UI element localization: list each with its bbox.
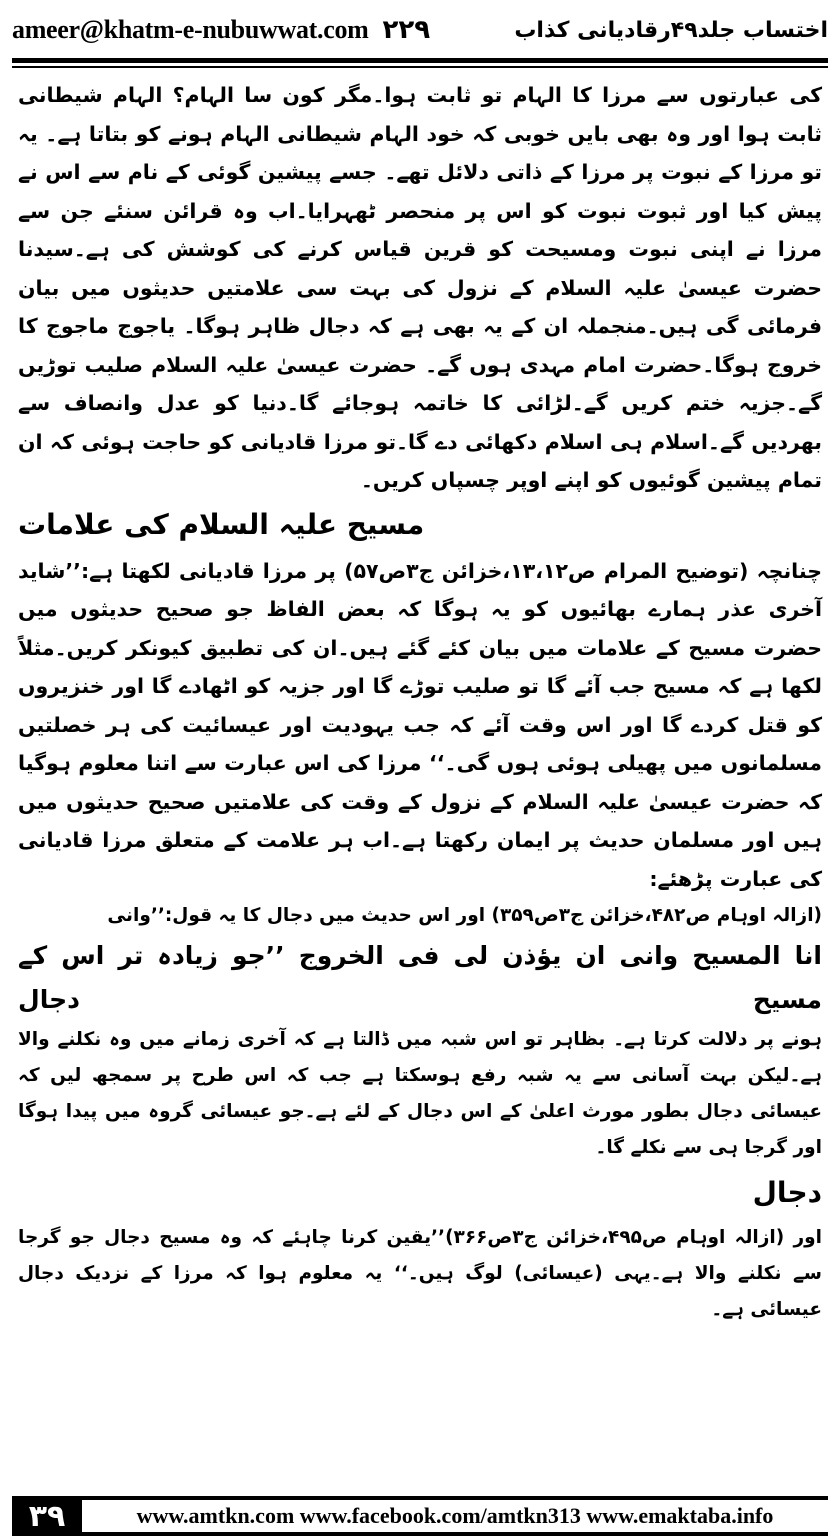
footer-bar (82, 1496, 828, 1536)
page-body (18, 76, 822, 1328)
paragraph-1: کی عبارتوں سے مرزا کا الہام تو ثابت ہوا۔مگر کون سا الہام؟ الہام شیطانی ثابت ہوا اور وہ بھی بایں خوبی کہ خود الہام شیطانی الہام ہونے کو بتاتا ہے۔ یہ تو مرزا کے نبوت پر مرزا کے ذاتی دلائل تھے۔ جسے پیشین گوئی کے نام سے اس نے پیش کیا اور ثبوت نبوت کو اس پر منحصر ٹھہرایا۔اب وہ قرائن سنئے جن سے مرزا نے اپنی نبوت ومسیحت کو قرین قیاس کرنے کی کوشش کی ہے۔سیدنا حضرت عیسیٰ علیہ السلام کے نزول کی بہت سی علامتیں حدیثوں میں بیان فرمائی گی ہیں۔منجملہ ان کے یہ بھی ہے کہ دجال ظاہر ہوگا۔ یاجوج ماجوج کا خروج ہوگا۔حضرت امام مہدی ہوں گے۔ حضرت عیسیٰ علیہ السلام صلیب توڑیں گے۔جزیہ ختم کریں گے۔لڑائی کا خاتمہ ہوجائے گا۔دنیا کو عدل وانصاف سے بھردیں گے۔اسلام ہی اسلام دکھائی دے گا۔تو مرزا قادیانی کو حاجت ہوئی کہ ان تمام پیشین گوئیوں کو اپنے اوپر چسپاں کریں۔ (18, 83, 822, 492)
header-left (12, 15, 430, 45)
header-email: ameer@khatm-e-nubuwwat.com (12, 15, 369, 44)
header-rule-thin (12, 66, 828, 68)
header-rule-thick (12, 58, 828, 63)
page-footer (0, 1494, 840, 1540)
paragraph-2: چنانچہ (توضیح المرام ص۱۳،۱۲،خزائن ج۳ص۵۷) پر مرزا قادیانی لکھتا ہے:’’شاید آخری عذر ہمارے بھائیوں کو یہ ہوگا کہ بعض الفاظ جو صحیح حدیثوں میں حضرت مسیح کے علامات میں بیان کئے گئے ہیں۔ان کی تطبیق کیونکر کریں۔مثلاً لکھا ہے کہ مسیح جب آئے گا تو صلیب توڑے گا اور جزیہ کو اٹھادے گا اور خنزیروں کو قتل کردے گا اور اس وقت آئے کہ جب یہودیت اور عیسائیت کی ہر خصلتیں مسلمانوں میں پھیلی ہوئی ہوں گی۔‘‘ مرزا کی اس عبارت سے اتنا معلوم ہوگیا کہ حضرت عیسیٰ علیہ السلام کے نزول کے وقت کی علامتیں صحیح حدیثوں میں ہیں اور مسلمان حدیث پر ایمان رکھتا ہے۔اب ہر علامت کے متعلق مرزا قادیانی کی عبارت پڑھئے: (18, 558, 822, 891)
section-heading-dajjal: دجال (752, 1176, 822, 1209)
running-title: اختساب جلد۴۹رقادیانی کذاب (514, 17, 828, 43)
footer-page-number: ۳۹ (12, 1496, 82, 1536)
page-header (12, 8, 828, 52)
paragraph-5: اور (ازالہ اوہام ص۴۹۵،خزائن ج۳ص۳۶۶)’’یقین کرنا چاہئے کہ وہ مسیح دجال جو گرجا سے نکلنے والا ہے۔یہی (عیسائی) لوگ ہیں۔‘‘ یہ معلوم ہوا کہ مرزا کے نزدیک دجال عیسائی ہے۔ (18, 1227, 822, 1320)
section-heading-signs: مسیح علیہ السلام کی علامات (18, 507, 425, 541)
arabic-quote: انا المسیح وانی ان یؤذن لی فی الخروج ’’جو زیادہ تر اس کے مسیح دجال (18, 941, 822, 1014)
footer-links: www.amtkn.com www.facebook.com/amtkn313 www.emaktaba.info (136, 1503, 774, 1528)
paragraph-4: ہونے پر دلالت کرتا ہے۔ بظاہر تو اس شبہ میں ڈالتا ہے کہ آخری زمانے میں وہ نکلنے والا ہے۔لیکن بہت آسانی سے یہ شبہ رفع ہوسکتا ہے جب کہ اس طرح پر سمجھ لیں کہ عیسائی دجال بطور مورث اعلیٰ کے اس دجال کے لئے ہے۔جو عیسائی گروہ میں پیدا ہوگا اور گرجا ہی سے نکلے گا۔ (18, 1029, 822, 1158)
header-page-number: ۲۲۹ (382, 15, 431, 45)
paragraph-3: (ازالہ اوہام ص۴۸۲،خزائن ج۳ص۳۵۹) اور اس حدیث میں دجال کا یہ قول:’’وانی (107, 905, 822, 926)
